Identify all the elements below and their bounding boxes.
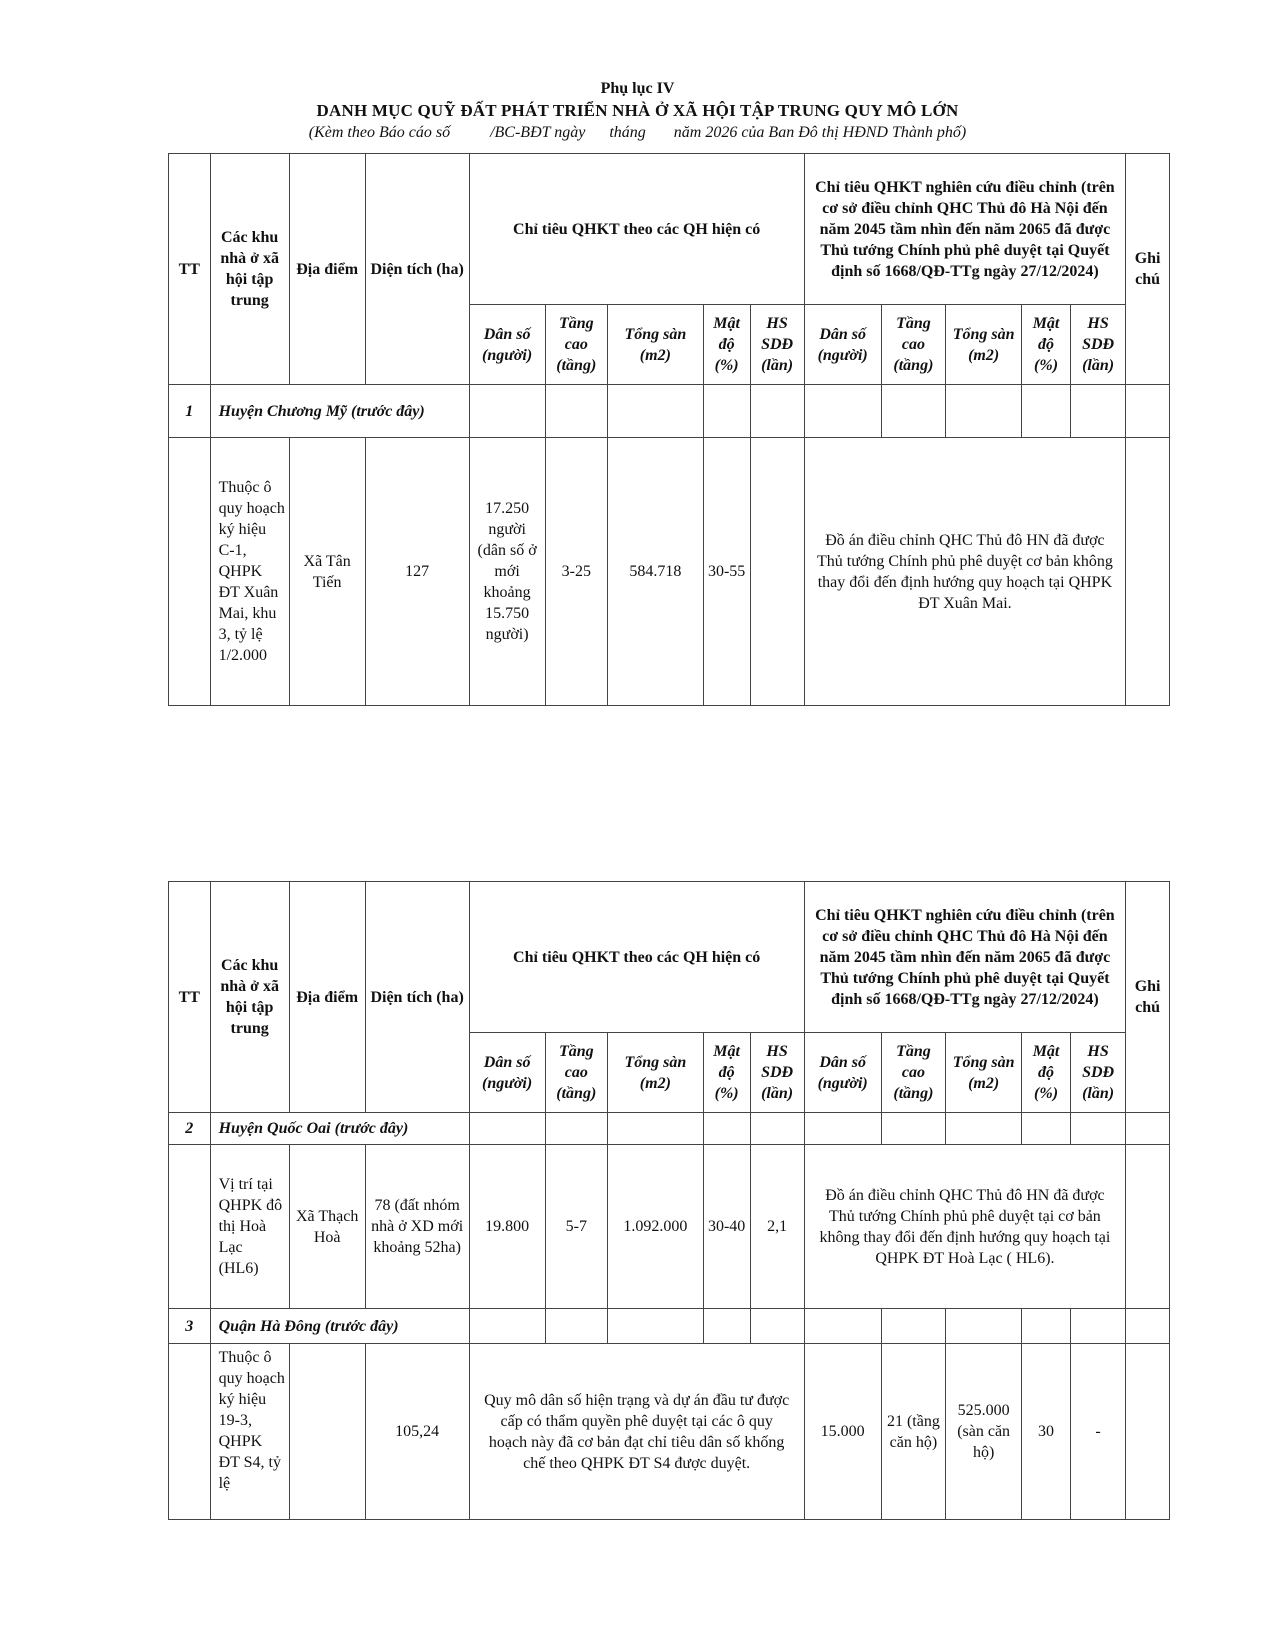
- header-population: Dân số (người): [469, 1033, 545, 1113]
- header-adj-floors: Tầng cao (tầng): [881, 1033, 946, 1113]
- header-far: HS SDĐ (lần): [750, 305, 804, 385]
- header-population: Dân số (người): [469, 305, 545, 385]
- land-fund-table-2: [168, 881, 1170, 1520]
- section-row: [169, 1113, 1170, 1145]
- table-row: [169, 438, 1170, 706]
- appendix-label: Phụ lục IV: [600, 80, 675, 97]
- header-adj-density: Mật độ (%): [1022, 1033, 1071, 1113]
- header-floor-area: Tổng sàn (m2): [608, 305, 704, 385]
- header-adj-far: HS SDĐ (lần): [1070, 305, 1125, 385]
- density-cell: 30-55: [703, 438, 750, 706]
- location-cell: [289, 1344, 365, 1520]
- header-area: Các khu nhà ở xã hội tập trung: [210, 154, 289, 385]
- header-location: Địa điểm: [289, 882, 365, 1113]
- header-adjust-group: Chỉ tiêu QHKT nghiên cứu điều chỉnh (trên cơ sở điều chỉnh QHC Thủ đô Hà Nội đến năm 2045 tầm nhìn đến năm 2065 đã được Thủ tướng Chính phủ phê duyệt tại Quyết định số 1668/QĐ-TTg ngày 27/12/2024): [804, 154, 1126, 305]
- header-density: Mật độ (%): [703, 305, 750, 385]
- adj-floors-cell: 21 (tầng căn hộ): [881, 1344, 946, 1520]
- floor-area-cell: 1.092.000: [608, 1145, 704, 1309]
- section-row: [169, 1309, 1170, 1344]
- document-subtitle: (Kèm theo Báo cáo số /BC-BĐT ngày tháng năm 2026 của Ban Đô thị HĐND Thành phố): [308, 124, 967, 141]
- land-fund-table-1: [168, 153, 1170, 706]
- header-adj-population: Dân số (người): [804, 305, 881, 385]
- floors-cell: 3-25: [545, 438, 607, 706]
- header-floor-area: Tổng sàn (m2): [608, 1033, 704, 1113]
- header-area: Các khu nhà ở xã hội tập trung: [210, 882, 289, 1113]
- area-cell: Vị trí tại QHPK đô thị Hoà Lạc (HL6): [210, 1145, 289, 1309]
- header-far: HS SDĐ (lần): [750, 1033, 804, 1113]
- header-adj-floor-area: Tổng sàn (m2): [946, 1033, 1022, 1113]
- header-adj-population: Dân số (người): [804, 1033, 881, 1113]
- note-cell: [1126, 1344, 1170, 1520]
- header-tt: TT: [169, 882, 211, 1113]
- header-adj-density: Mật độ (%): [1022, 305, 1071, 385]
- floors-cell: 5-7: [545, 1145, 607, 1309]
- section-name: Quận Hà Đông (trước đây): [210, 1309, 469, 1344]
- population-cell: 17.250 người (dân số ở mới khoảng 15.750 người): [469, 438, 545, 706]
- size-cell: 78 (đất nhóm nhà ở XD mới khoảng 52ha): [365, 1145, 469, 1309]
- size-cell: 105,24: [365, 1344, 469, 1520]
- header-size: Diện tích (ha): [365, 882, 469, 1113]
- existing-note-cell: Quy mô dân số hiện trạng và dự án đầu tư được cấp có thẩm quyền phê duyệt tại các ô quy hoạch này đã cơ bản đạt chỉ tiêu dân số khống chế theo QHPK ĐT S4 được duyệt.: [469, 1344, 804, 1520]
- location-cell: Xã Tân Tiến: [289, 438, 365, 706]
- adj-floor-area-cell: 525.000 (sàn căn hộ): [946, 1344, 1022, 1520]
- header-floors: Tầng cao (tầng): [545, 1033, 607, 1113]
- adj-density-cell: 30: [1022, 1344, 1071, 1520]
- header-location: Địa điểm: [289, 154, 365, 385]
- header-adjust-group: Chỉ tiêu QHKT nghiên cứu điều chỉnh (trên cơ sở điều chỉnh QHC Thủ đô Hà Nội đến năm 2045 tầm nhìn đến năm 2065 đã được Thủ tướng Chính phủ phê duyệt tại Quyết định số 1668/QĐ-TTg ngày 27/12/2024): [804, 882, 1126, 1033]
- header-density: Mật độ (%): [703, 1033, 750, 1113]
- header-size: Diện tích (ha): [365, 154, 469, 385]
- note-cell: [1126, 438, 1170, 706]
- far-cell: 2,1: [750, 1145, 804, 1309]
- header-adj-floor-area: Tổng sàn (m2): [946, 305, 1022, 385]
- size-cell: 127: [365, 438, 469, 706]
- section-name: Huyện Chương Mỹ (trước đây): [210, 385, 469, 438]
- adj-far-cell: -: [1070, 1344, 1125, 1520]
- header-floors: Tầng cao (tầng): [545, 305, 607, 385]
- note-cell: [1126, 1145, 1170, 1309]
- area-cell: Thuộc ô quy hoạch ký hiệu 19-3, QHPK ĐT S4, tỷ lệ: [210, 1344, 289, 1520]
- adjust-note-cell: Đồ án điều chỉnh QHC Thủ đô HN đã được Thủ tướng Chính phủ phê duyệt cơ bản không thay đổi đến định hướng quy hoạch tại QHPK ĐT Xuân Mai.: [804, 438, 1126, 706]
- section-row: [169, 385, 1170, 438]
- header-adj-floors: Tầng cao (tầng): [881, 305, 946, 385]
- area-cell: Thuộc ô quy hoạch ký hiệu C-1, QHPK ĐT Xuân Mai, khu 3, tỷ lệ 1/2.000: [210, 438, 289, 706]
- far-cell: [750, 438, 804, 706]
- table-row: [169, 1344, 1170, 1520]
- population-cell: 19.800: [469, 1145, 545, 1309]
- density-cell: 30-40: [703, 1145, 750, 1309]
- section-number: 3: [169, 1309, 211, 1344]
- header-tt: TT: [169, 154, 211, 385]
- header-existing-group: Chỉ tiêu QHKT theo các QH hiện có: [469, 154, 804, 305]
- location-cell: Xã Thạch Hoà: [289, 1145, 365, 1309]
- section-number: 1: [169, 385, 211, 438]
- document-title: DANH MỤC QUỸ ĐẤT PHÁT TRIỂN NHÀ Ở XÃ HỘI TẬP TRUNG QUY MÔ LỚN: [316, 101, 959, 120]
- floor-area-cell: 584.718: [608, 438, 704, 706]
- header-existing-group: Chỉ tiêu QHKT theo các QH hiện có: [469, 882, 804, 1033]
- header-adj-far: HS SDĐ (lần): [1070, 1033, 1125, 1113]
- adjust-note-cell: Đồ án điều chỉnh QHC Thủ đô HN đã được Thủ tướng Chính phủ phê duyệt tại cơ bản không thay đổi đến định hướng quy hoạch tại QHPK ĐT Hoà Lạc ( HL6).: [804, 1145, 1126, 1309]
- header-note: Ghi chú: [1126, 882, 1170, 1113]
- section-number: 2: [169, 1113, 211, 1145]
- table-row: [169, 1145, 1170, 1309]
- adj-population-cell: 15.000: [804, 1344, 881, 1520]
- header-note: Ghi chú: [1126, 154, 1170, 385]
- section-name: Huyện Quốc Oai (trước đây): [210, 1113, 469, 1145]
